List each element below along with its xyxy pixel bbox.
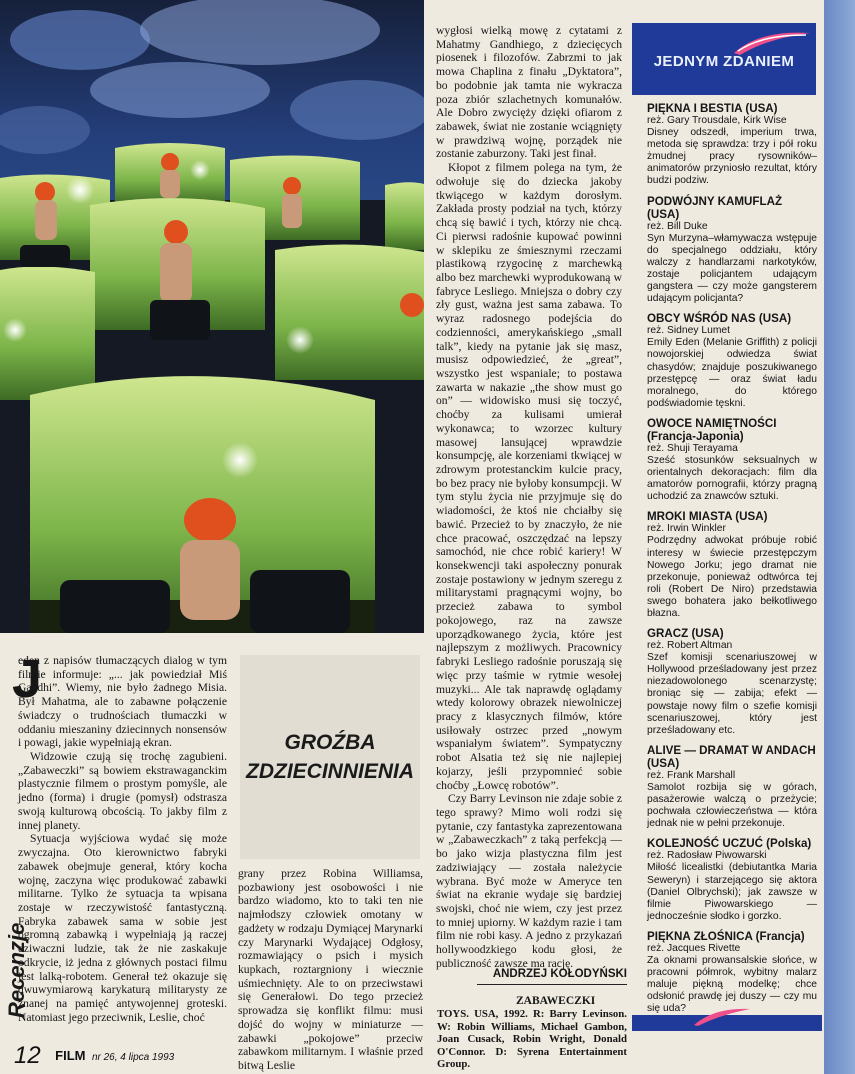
article-paragraph: wygłosi wielką mowę z cytatami z Mahatmy Gandhiego, z dziecięcych piosenek i filozofów. Zabrzmi to jak mowa Chaplina z finału „Dyktatora”, bo podobnie jak tamta nie wykracza poza zbiór szlachetnych komunałów. Ale Dobro zwycięży dzięki ofiarom z zabawek, świat nie zostanie wciągnięty w prawdziwą wojnę, porządek nie zostanie zaburzony. Taki jest finał.: [436, 24, 622, 161]
drop-cap: J: [12, 649, 43, 709]
film-title: PODWÓJNY KAMUFLAŻ (USA): [647, 194, 783, 221]
article-column-2: [238, 867, 423, 1073]
list-item: [647, 417, 817, 503]
section-label: Recenzje: [4, 922, 29, 1018]
article-paragraph: Kłopot z filmem polega na tym, że odwołuje się do dziecka jakoby tkwiącego w każdym dorosłym. Zakłada prosty podział na tych, którzy chcą się bawić i tych, którzy nie chcą. Ci pierwsi radośnie kupować powinni w sklepiku ze śmiesznymi rzeczami plastikową rzygocinę z marchewką albo bez marchewki wyprodukowaną w fabryce Lesliego. Mniejsza o dobry czy zły gust, ważna jest sama zabawa. To wyraz radosnego podejścia do codzienności, amerykańskiego „small talk”, kiedy na pytanie jak się masz, musisz odpowiedzieć, że „great”, wszystko jest wspaniale; to postawa zawarta w nakazie „the show must go on” — widowisko musi się toczyć, choćby za kulisami umierał wykonawca; to wzorzec kultury masowej lansującej wprawdzie konsumpcję, ale korzeniami tkwiącej w zdrowym protestanckim kulcie pracy, bo bez pracy nie byłoby konsumpcji. W tym stylu życia nie przyjmuje się do wiadomości, że ktoś nie chciałby się bawić. Przecież to by znaczyło, że nie chce pracować, oszczędzać na lepszy samochód, nie chce robić kariery! W konsekwencji taki aspołeczny ponurak zostaje postawiony w jednym szeregu z militarystami pragnącymi wojny, bo przecież zabawa to symbol pokojowego, raz na zawsze uporządkowanego życia, które jest najlepszym z możliwych. Pracownicy fabryki Lesliego radośnie poruszają się więc przy taśmie w rytmie wesołej muzyki... Ale tak naprawdę oglądamy wtedy kolorowy obrazek niewolniczej pracy z klasycznych filmów, które usiłowały ostrzec przed „nowym wspaniałym światem”. Sympatyczny robot Alsatia też się nie najlepiej kojarzy, jeśli przypomnieć sobie choćby „Łowcę robotów”.: [436, 161, 622, 792]
film-director: reż. Shuji Terayama: [647, 442, 738, 454]
film-director: reż. Sidney Lumet: [647, 325, 730, 337]
film-summary: Samolot rozbija się w górach, pasażerowie walczą o przeżycie; pochwała człowieczeństwa — która jednak nie w pełni przekonuje.: [647, 781, 817, 830]
article-paragraph: eden z napisów tłumaczących dialog w tym filmie informuje: „... jak powiedział Miś Gandhi”. Wiemy, nie było żadnego Misia. Był Mahatma, ale to zabawne połączenie świadczy o trudnościach tłumaczki w oddaniu mieszaniny dziecinnych nonsensów i powagi, jakie wypełniają ekran.: [18, 654, 227, 750]
film-title: GRACZ (USA): [647, 627, 724, 641]
list-item: [647, 195, 817, 306]
credits-title: ZABAWECZKI: [516, 995, 596, 1007]
article-paragraph: Czy Barry Levinson nie zdaje sobie z tego sprawy? Mimo woli rodzi się pytanie, czy fantastyka zaprezentowana w „Zabaweczkach” z taką perfekcją — bo jako wizja plastyczna film jest zadziwiający — została należycie wybrana. Być może w Ameryce ten świat na ekranie wydaje się bardziej swojski, choć nie wiem, czy jest przez to mniej upiorny. W każdym razie i tam film nie robi kasy. A jedno z przykazań hollywoodzkiego kodu głosi, że publiczność zawsze ma rację.: [436, 792, 622, 970]
article-paragraph: Sytuacja wyjściowa wydać się może zwyczajna. Oto kierownictwo fabryki zabawek obejmuje generał, który kocha wojnę, zaczyna więc produkować zabawki militarne. Tylko że sytuacja ta wpisana zostaje w rzeczywistość fantastyczną. Fabryka zabawek sama w sobie jest ogromną zabawką i wypełniają ją raczej dziwaczni ludzie, tak że nie zaskakuje odkrycie, iż jedna z głównych postaci filmu jest lalką-robotem. Generał też okazuje się dwuwymiarową karykaturą militarysty ze znanej na pamięć antywojennej groteski. Natomiast jego przeciwnik, Leslie, choć: [18, 832, 227, 1024]
film-director: reż. Jacques Rivette: [647, 942, 741, 954]
film-summary: Szef komisji scenariuszowej w Hollywood prześladowany jest przez niezadowolonego scenarzystę; broniąc się — zabija; efekt — powstaje nowy film o szefie komisji scenariuszowej, który jest prześladowany etc.: [647, 652, 817, 736]
film-summary: Za oknami prowansalskie słońce, w pracowni półmrok, wybitny malarz maluje piękną modelkę; chce odsłonić prawdę jej duszy — czy mu się uda?: [647, 954, 817, 1015]
film-director: reż. Irwin Winkler: [647, 523, 726, 535]
sidebar-header: [632, 23, 816, 95]
sidebar-footer-bar: [632, 1015, 822, 1031]
film-summary: Sześć stosunków seksualnych w orientalnych dekoracjach: film dla amatorów pornografii, którzy pragną uchodzić za znawców sztuki.: [647, 454, 817, 503]
film-title: PIĘKNA ZŁOŚNICA (Francja): [647, 929, 805, 943]
swoosh-icon: [692, 1005, 752, 1027]
film-director: reż. Frank Marshall: [647, 769, 736, 781]
page-footer: [14, 1042, 174, 1070]
film-title: OBCY WŚRÓD NAS (USA): [647, 312, 792, 326]
film-summary: Podrzędny adwokat próbuje robić interesy w świecie przestępczym Nowego Jorku; jego dramat nie przekonuje, ponieważ odtwórca tej roli (Robert De Niro) przedstawia swego bohatera jako bełkotliwego błazna.: [647, 535, 817, 619]
list-item: [647, 510, 817, 620]
film-director: reż. Bill Duke: [647, 220, 708, 232]
film-director: reż. Radosław Piwowarski: [647, 850, 767, 862]
film-summary: Miłość licealistki (debiutantka Maria Seweryn) i starzejącego się aktora (Daniel Olbrychski); jak zawsze w filmie Piwowarskiego — jednocześnie słodko i gorzko.: [647, 862, 817, 922]
photo-illustration: [0, 0, 424, 633]
article-column-3: [436, 24, 622, 971]
film-summary: Syn Murzyna–włamywacza wstępuje do specjalnego oddziału, który walczy z handlarzami narkotyków, zostaje policjantem udającym gangstera — czy może gangsterem udającym policjanta?: [647, 232, 817, 305]
sidebar-heading: JEDNYM ZDANIEM: [653, 53, 795, 70]
magazine-name: FILM: [55, 1048, 86, 1064]
list-item: [647, 102, 817, 188]
film-summary: Disney odszedł, imperium trwa, metoda się sprawdza: trzy i pół roku żmudnej pracy rysowników–animatorów przyniosło rezultat, który budzi podziw.: [647, 127, 817, 187]
list-item: [647, 744, 817, 830]
article-paragraph: Widzowie czują się trochę zagubieni. „Zabaweczki” są bowiem ekstrawaganckim plastycznie filmem o prostym pomyśle, ale jedno (forma) i drugie (pomysł) odstrasza swoją kulturową obcością. To jakby film z innej planety.: [18, 750, 227, 832]
issue-info: nr 26, 4 lipca 1993: [91, 1052, 175, 1064]
film-director: reż. Robert Altman: [647, 640, 733, 652]
film-director: reż. Gary Trousdale, Kirk Wise: [647, 115, 787, 126]
film-title: KOLEJNOŚĆ UCZUĆ (Polska): [647, 837, 812, 851]
film-credits: TOYS. USA, 1992. R: Barry Levinson. W: Robin Williams, Michael Gambon, Joan Cusack, Robin Wright, Donald O'Connor. D: Syrena Entertainment Group.: [437, 1008, 627, 1070]
article-photo: [0, 0, 424, 633]
headline-line-2: ZDZIECINNIENIA: [246, 760, 414, 783]
author-byline: ANDRZEJ KOŁODYŃSKI: [477, 968, 627, 985]
page-number: 12: [14, 1042, 41, 1069]
film-title: MROKI MIASTA (USA): [647, 510, 768, 524]
film-title: ALIVE — DRAMAT W ANDACH (USA): [647, 743, 816, 770]
page-edge-stripe: [824, 0, 855, 1074]
film-title: OWOCE NAMIĘTNOŚCI (Francja-Japonia): [647, 416, 777, 443]
short-reviews-list: [647, 102, 817, 1022]
list-item: [647, 312, 817, 410]
list-item: [647, 930, 817, 1016]
article-headline: [240, 655, 420, 859]
film-title: PIĘKNA I BESTIA (USA): [647, 102, 778, 115]
list-item: [647, 627, 817, 737]
film-summary: Emily Eden (Melanie Griffith) z policji nowojorskiej odwiedza świat chasydów; znajduje poszukiwanego przestępcę — oraz świat ładu moralnego, do którego podświadomie tęskni.: [647, 337, 817, 409]
list-item: [647, 837, 817, 923]
headline-line-1: GROŹBA: [284, 731, 376, 754]
article-paragraph: grany przez Robina Williamsa, pozbawiony jest osobowości i nie bardzo wiadomo, kto to taki ten nie najmłodszy człowiek omotany w gadżety w rodzaju Dymiącej Marynarki czy Marynarki Wydającej Odgłosy, rozmawiający o psich i mysich kupkach, roztargniony i wiecznie uśmiechnięty. Ale to on przeciwstawi się Generałowi. Do tego przecież sprowadza się konflikt filmu: musi dojść do wojny w miniaturze — zabawki „pokojowe” przeciw zabawkom militarnym. I właśnie przed bitwą Leslie: [238, 867, 423, 1073]
